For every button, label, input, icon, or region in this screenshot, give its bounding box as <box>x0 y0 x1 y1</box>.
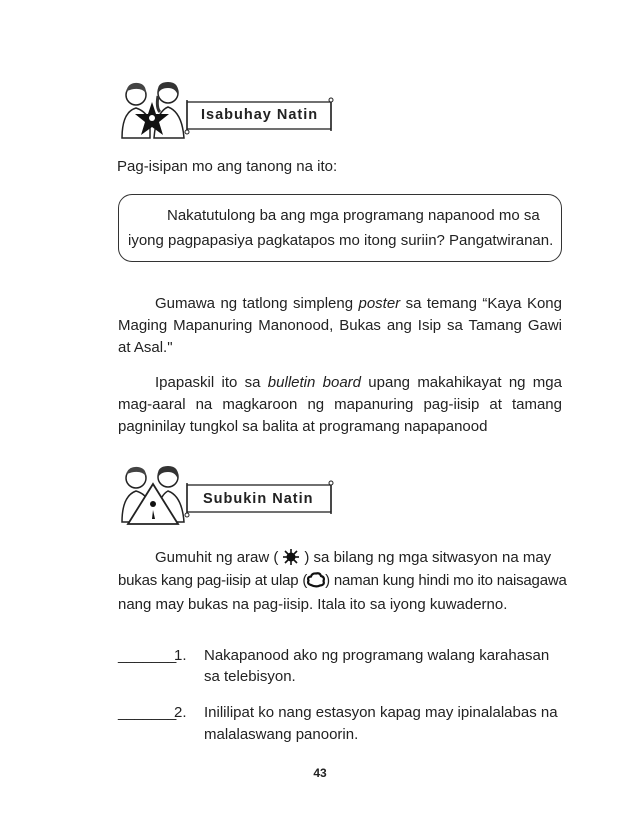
question-box <box>118 194 562 262</box>
section-banner-subukin <box>183 479 335 519</box>
item-text-line-2: malalaswang panoorin. <box>204 726 359 743</box>
item-text-line-1: Inililipat ko nang estasyon kapag may ipinalalabas na <box>204 704 558 721</box>
instruction-line-1: Gumuhit ng araw ( ) sa bilang ng mga sitwasyon na may <box>155 549 552 566</box>
item-number: 2. <box>174 704 187 721</box>
item-text-line-2: sa telebisyon. <box>204 668 296 685</box>
paragraph-poster: Gumawa ng tatlong simpleng poster sa temang “Kaya Kong Maging Mapanuring Manonood, Bukas ang Isip sa Tamang Gawi at Asal." <box>118 295 562 356</box>
question-line-1: Nakatutulong ba ang mga programang napanood mo sa <box>167 207 540 224</box>
item-blank: _______ <box>118 647 177 664</box>
section-title: Subukin Natin <box>203 491 314 507</box>
instruction-line-3: nang may bukas na pag-iisip. Itala ito sa iyong kuwaderno. <box>118 596 508 613</box>
sun-icon <box>281 549 301 565</box>
people-illustration-triangle <box>118 462 188 526</box>
paragraph-bulletin: Ipapaskil ito sa bulletin board upang makahikayat ng mga mag-aaral na magkaroon ng mapanuring pag-iisip at tamang pagninilay tungkol sa balita at programang napapanood <box>118 374 562 435</box>
page-number: 43 <box>313 766 327 780</box>
item-text-line-1: Nakapanood ako ng programang walang karahasan <box>204 647 550 664</box>
instruction-line-2: bukas kang pag-iisip at ulap ( ) naman kung hindi mo ito naisagawa <box>118 572 567 589</box>
item-number: 1. <box>174 647 187 664</box>
item-blank: _______ <box>118 704 177 721</box>
section-banner-isabuhay <box>183 97 335 135</box>
question-line-2: iyong pagpapasiya pagkatapos mo itong suriin? Pangatwiranan. <box>128 232 554 249</box>
section-title: Isabuhay Natin <box>201 107 319 123</box>
intro-text: Pag-isipan mo ang tanong na ito: <box>117 158 338 175</box>
people-illustration-star <box>118 78 188 142</box>
cloud-icon <box>307 572 325 588</box>
